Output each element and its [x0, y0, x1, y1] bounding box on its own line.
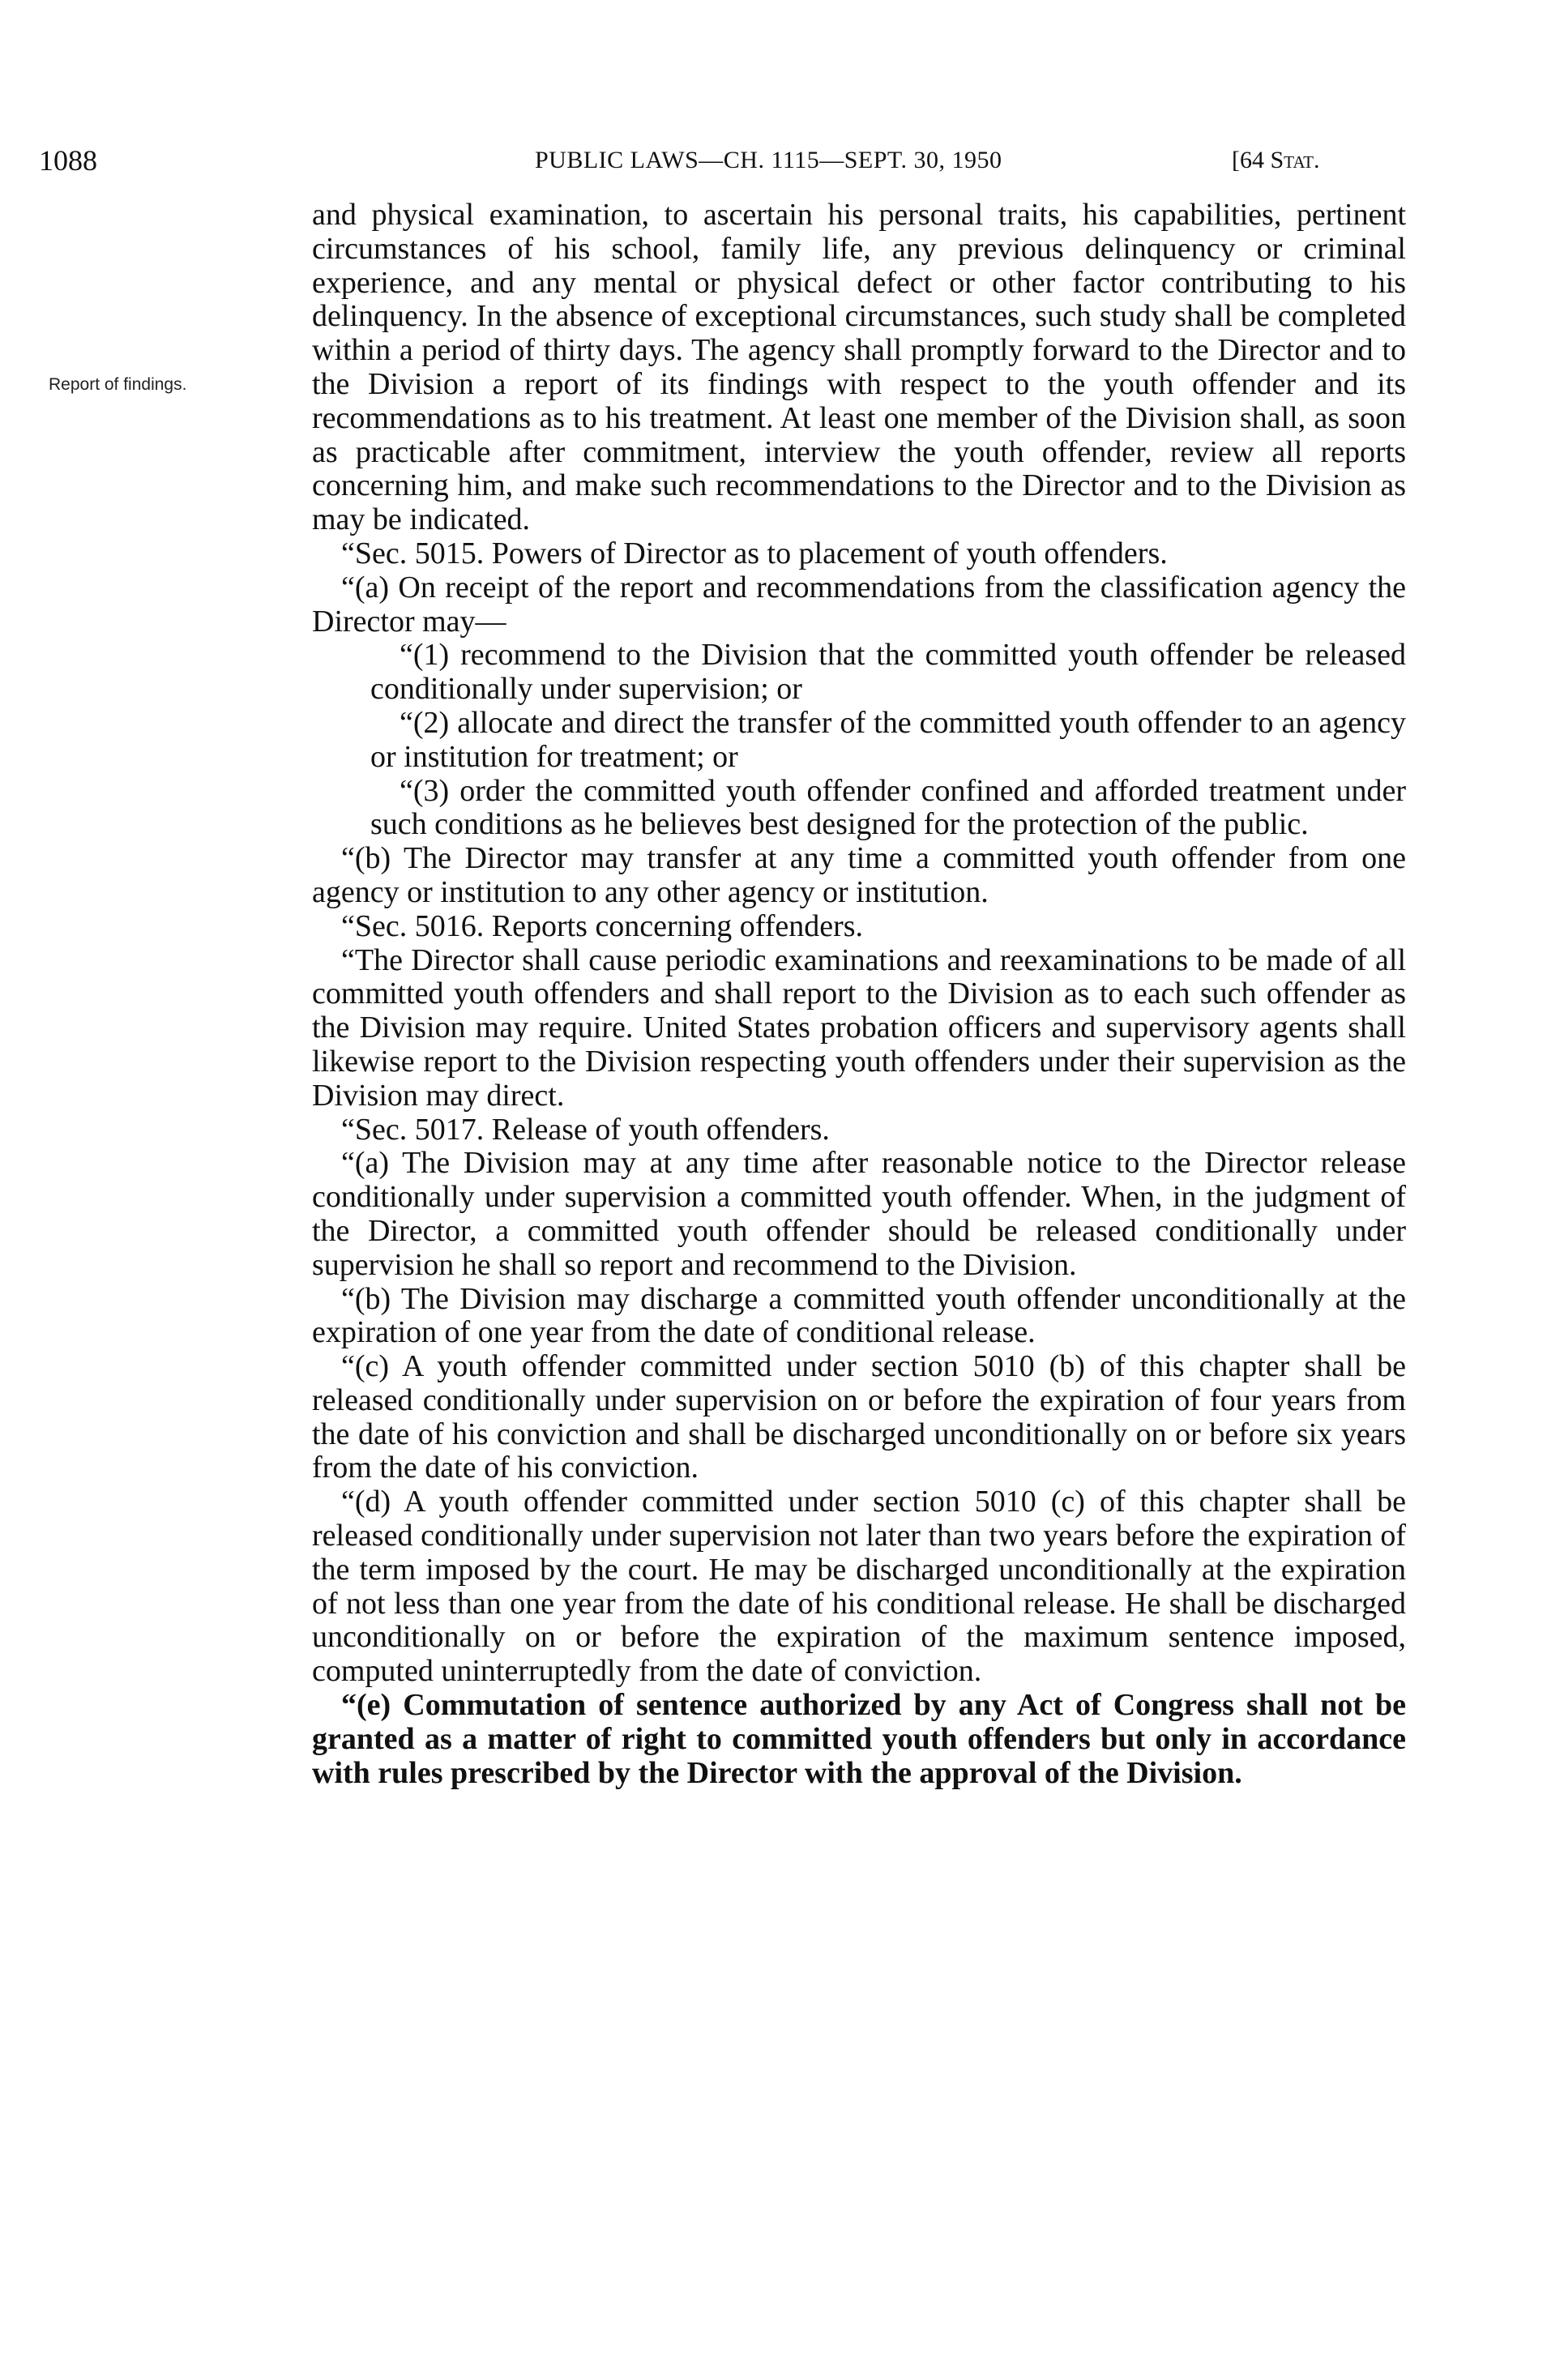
section-5015-subsection-b: “(b) The Director may transfer at any time a committed youth offender from one agency or institution to any other agency or institution.: [312, 841, 1406, 909]
section-5017-subsection-e: “(e) Commutation of sentence authorized by any Act of Congress shall not be granted as a matter of right to committed youth offenders but only in accordance with rules prescribed by the Director with the approval of the Division.: [312, 1688, 1406, 1790]
page-header: [0, 136, 1547, 185]
section-5017-subsection-b: “(b) The Division may discharge a committed youth offender unconditionally at the expiration of one year from the date of conditional release.: [312, 1281, 1406, 1350]
paragraph-classification-study: and physical examination, to ascertain his personal traits, his capabilities, pertinent circumstances of his school, family life, any previous delinquency or criminal experience, and any mental or physical defect or other factor contributing to his delinquency. In the absence of exceptional circumstances, such study shall be completed within a period of thirty days. The agency shall promptly forward to the Director and to the Division a report of its findings with respect to the youth offender and its recommendations as to his treatment. At least one member of the Division shall, as soon as practicable after commitment, interview the youth offender, review all reports concerning him, and make such recommendations to the Director and to the Division as may be indicated.: [312, 198, 1406, 537]
section-5016-heading: “Sec. 5016. Reports concerning offenders.: [341, 908, 864, 943]
volume-reference-word: Stat.: [1270, 147, 1320, 173]
running-head: PUBLIC LAWS—CH. 1115—SEPT. 30, 1950: [535, 147, 1002, 173]
statute-body: [312, 199, 1406, 1790]
section-5017-subsection-d: “(d) A youth offender committed under section 5010 (c) of this chapter shall be released conditionally under supervision not later than two years before the expiration of the term imposed by the court. He may be discharged unconditionally at the expiration of not less than one year from the date of his conditional release. He shall be discharged unconditionally on or before the expiration of the maximum sentence imposed, computed uninterruptedly from the date of conviction.: [312, 1485, 1406, 1689]
volume-reference: [1232, 136, 1320, 185]
margin-note-report-of-findings: Report of findings.: [49, 375, 187, 394]
section-5016-text: “The Director shall cause periodic examinations and reexaminations to be made of all committed youth offenders and shall report to the Division as to each such offender as the Division may require. United States probation officers and supervisory agents shall likewise report to the Division respecting youth offenders under their supervision as the Division may direct.: [312, 942, 1406, 1113]
page-number: 1088: [39, 144, 97, 177]
section-5017-subsection-c: “(c) A youth offender committed under section 5010 (b) of this chapter shall be released conditionally under supervision on or before the expiration of four years from the date of his conviction and shall be discharged unconditionally on or before six years from the date of his conviction.: [312, 1349, 1406, 1485]
volume-reference-number: [64: [1232, 147, 1264, 173]
section-5015-heading: “Sec. 5015. Powers of Director as to placement of youth offenders.: [341, 536, 1168, 570]
section-5015-clause-3: “(3) order the committed youth offender confined and afforded treatment under such conditions as he believes best designed for the protection of the public.: [370, 773, 1406, 842]
section-5015-subsection-a: “(a) On receipt of the report and recommendations from the classification agency the Director may—: [312, 570, 1406, 639]
section-5017-heading: “Sec. 5017. Release of youth offenders.: [341, 1112, 830, 1147]
section-5017-subsection-a: “(a) The Division may at any time after reasonable notice to the Director release conditionally under supervision a committed youth offender. When, in the judgment of the Director, a committed youth offender should be released conditionally under supervision he shall so report and recommend to the Division.: [312, 1146, 1406, 1282]
section-5015-clause-1: “(1) recommend to the Division that the committed youth offender be released conditionally under supervision; or: [370, 638, 1406, 707]
section-5015-clause-2: “(2) allocate and direct the transfer of the committed youth offender to an agency or institution for treatment; or: [370, 705, 1406, 774]
